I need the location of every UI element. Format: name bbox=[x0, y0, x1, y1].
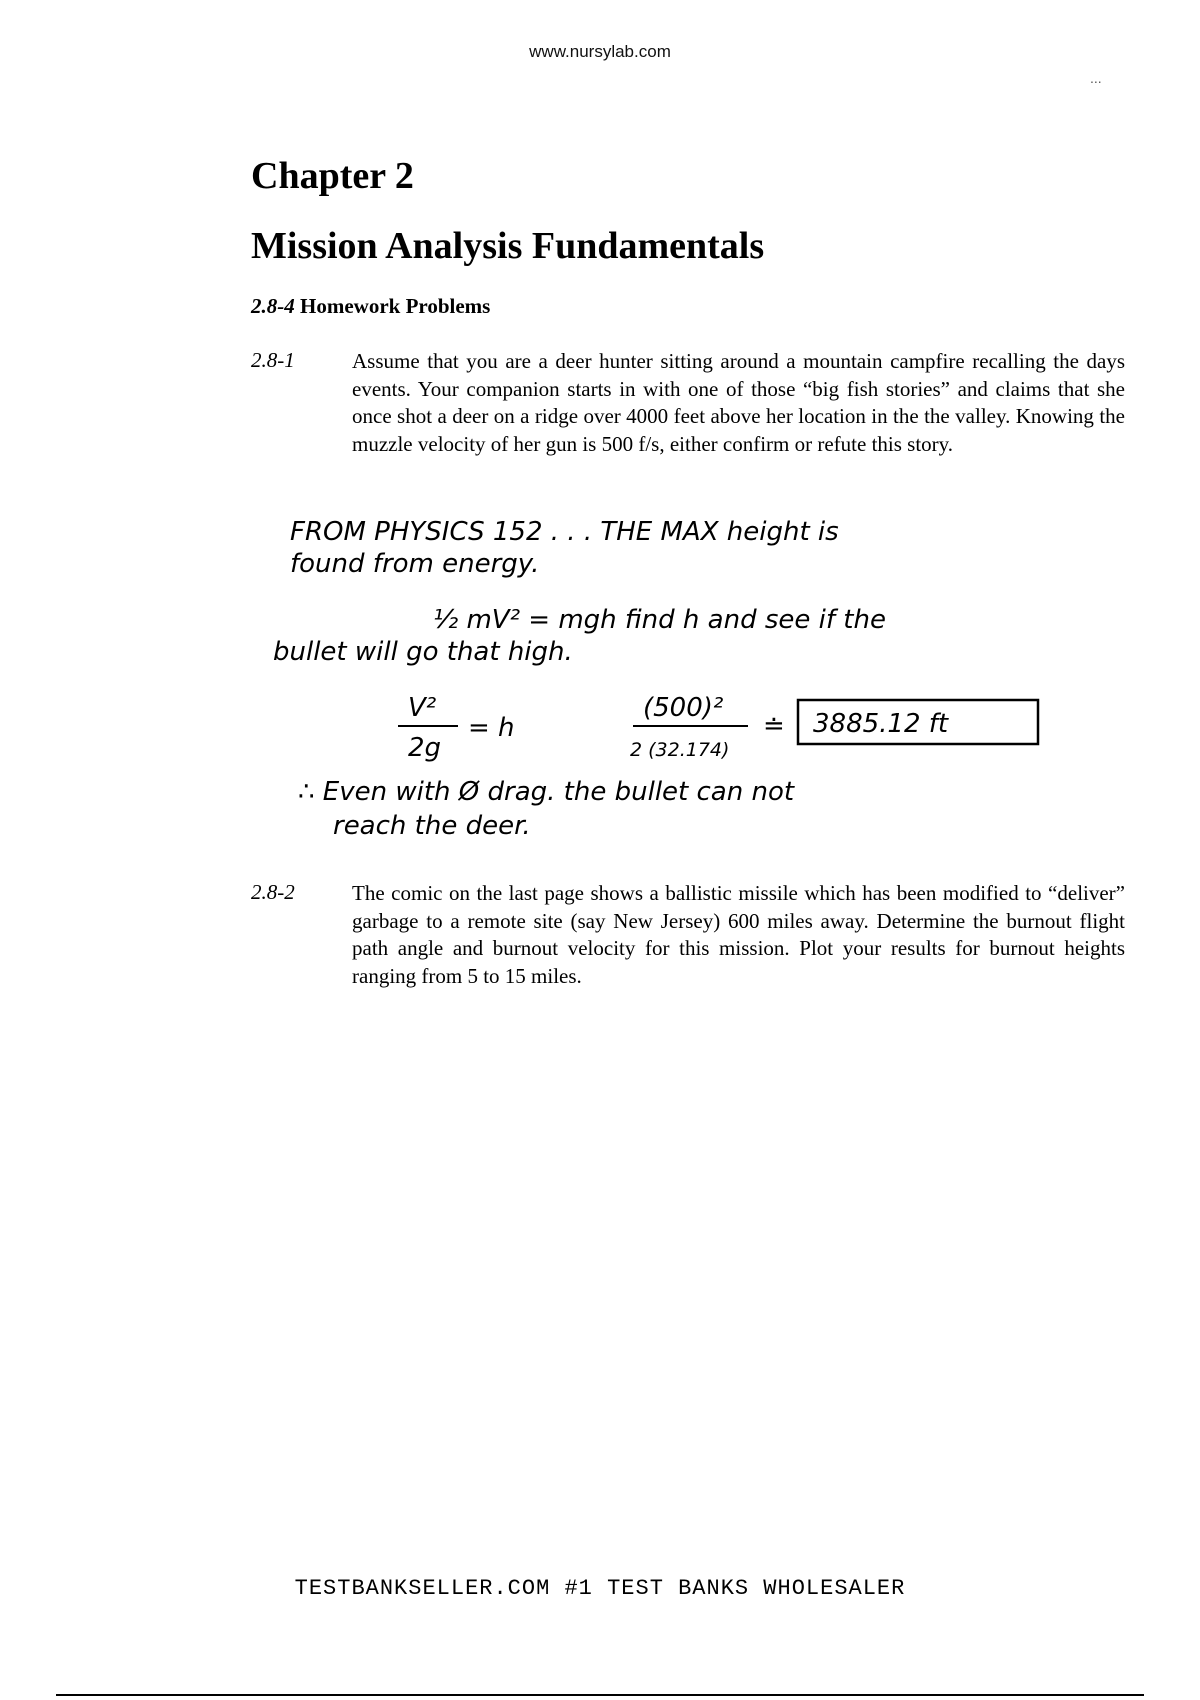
handwritten-line: FROM PHYSICS 152 . . . THE MAX height is bbox=[290, 517, 839, 547]
handwritten-fraction-denominator: 2 (32.174) bbox=[630, 739, 730, 761]
footer-divider bbox=[56, 1694, 1144, 1696]
handwritten-line: reach the deer. bbox=[333, 811, 531, 841]
site-url: www.nursylab.com bbox=[529, 42, 671, 61]
chapter-subtitle: Mission Analysis Fundamentals bbox=[251, 225, 765, 267]
handwritten-line: bullet will go that high. bbox=[273, 637, 573, 667]
problem-text: The comic on the last page shows a ballistic missile which has been modified to “deliver” garbage to a remote site (say New Jersey) 600 miles away. Determine the burnout flight path angle and burnout velocity for this mission. Plot your results for burnout heights ranging from 5 to 15 miles. bbox=[352, 881, 1125, 988]
chapter-title: Chapter 2 bbox=[251, 155, 414, 197]
handwritten-line: ½ mV² = mgh find h and see if the bbox=[433, 605, 886, 635]
handwritten-solution bbox=[268, 510, 1090, 850]
section-title: Homework Problems bbox=[300, 294, 491, 318]
page-number: ... bbox=[1090, 70, 1102, 86]
footer-banner: TESTBANKSELLER.COM #1 TEST BANKS WHOLESALER bbox=[294, 1576, 906, 1601]
handwritten-answer: 3885.12 ft bbox=[813, 709, 949, 739]
handwritten-fraction-denominator: 2g bbox=[408, 733, 442, 763]
problem-number: 2.8-1 bbox=[251, 348, 295, 372]
handwritten-approx: ≐ bbox=[763, 711, 785, 741]
handwritten-line: found from energy. bbox=[290, 549, 540, 579]
handwritten-fraction-numerator: (500)² bbox=[643, 693, 724, 723]
section-number: 2.8-4 bbox=[251, 294, 295, 318]
problem-text: Assume that you are a deer hunter sitting around a mountain campfire recalling the days events. Your companion starts in with one of those “big fish stories” and claims that she once shot a deer on a ridge over 4000 feet above her location in the the valley. Knowing the muzzle velocity of her gun is 500 f/s, either confirm or refute this story. bbox=[352, 349, 1125, 456]
section-heading bbox=[251, 294, 490, 319]
handwritten-equals: = h bbox=[468, 713, 515, 743]
problem-number: 2.8-2 bbox=[251, 880, 295, 904]
handwritten-line: ∴ Even with Ø drag. the bullet can not bbox=[298, 777, 795, 807]
handwritten-fraction-numerator: V² bbox=[408, 693, 437, 723]
